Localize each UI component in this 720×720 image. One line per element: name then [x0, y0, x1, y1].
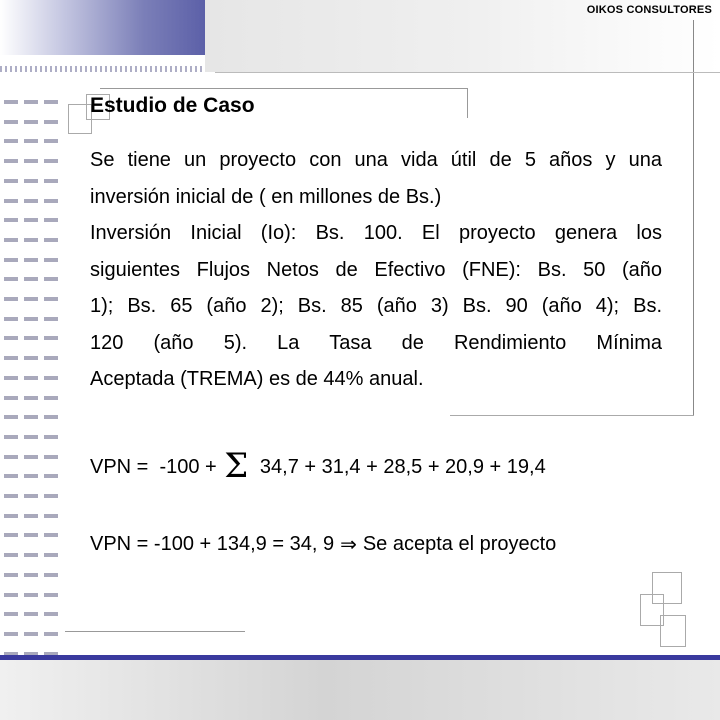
side-dash-row	[4, 199, 60, 203]
vpn-result-prefix: VPN = -100 + 134,9 = 34, 9	[90, 532, 335, 555]
content-frame-top	[100, 88, 468, 89]
company-name: OIKOS CONSULTORES	[586, 4, 712, 16]
side-dash-row	[4, 139, 60, 143]
vpn-result-conclusion: Se acepta el proyecto	[362, 532, 557, 555]
side-dash-row	[4, 100, 60, 104]
sigma-icon: Σ	[224, 446, 249, 486]
case-paragraph	[90, 142, 662, 398]
deco-square	[660, 615, 686, 647]
side-dash-row	[4, 494, 60, 498]
divider-horizontal-mid	[450, 415, 694, 416]
side-dash-row	[4, 179, 60, 183]
side-dash-row	[4, 376, 60, 380]
side-dash-row	[4, 356, 60, 360]
vpn-formula-sum	[90, 446, 546, 486]
side-dash-row	[4, 120, 60, 124]
side-dash-row	[4, 514, 60, 518]
footer-band	[0, 660, 720, 720]
vpn-sum-terms: 34,7 + 31,4 + 28,5 + 20,9 + 19,4	[254, 455, 546, 478]
side-dash-row	[4, 396, 60, 400]
side-dash-row	[4, 632, 60, 636]
side-dash-row	[4, 277, 60, 281]
divider-horizontal-low	[65, 631, 245, 632]
side-dash-row	[4, 238, 60, 242]
vpn-formula-result	[90, 530, 556, 558]
side-dash-row	[4, 218, 60, 222]
divider-vertical	[693, 20, 694, 415]
side-dash-row	[4, 553, 60, 557]
paragraph-line: inversión inicial de ( en millones de Bs.)	[90, 185, 442, 208]
paragraph-line: siguientes Flujos Netos de Efectivo (FNE): Bs. 50 (año	[90, 258, 662, 281]
dotted-strip	[0, 66, 205, 72]
side-dash-row	[4, 593, 60, 597]
side-dash-row	[4, 435, 60, 439]
paragraph-line: 120 (año 5). La Tasa de Rendimiento Mínima	[90, 331, 662, 354]
side-dash-row	[4, 415, 60, 419]
side-dash-row	[4, 533, 60, 537]
slide-content	[90, 92, 662, 398]
side-dash-row	[4, 159, 60, 163]
paragraph-line: 1); Bs. 65 (año 2); Bs. 85 (año 3) Bs. 90 (año 4); Bs.	[90, 295, 662, 317]
side-dash-row	[4, 317, 60, 321]
side-dash-row	[4, 474, 60, 478]
divider-horizontal-top	[215, 72, 720, 73]
side-dash-row	[4, 573, 60, 577]
implies-arrow-icon: ⇒	[340, 532, 357, 556]
side-dash-row	[4, 455, 60, 459]
side-dash-row	[4, 258, 60, 262]
side-dash-pattern	[0, 80, 64, 650]
paragraph-line: Se tiene un proyecto con una vida útil de 5 años y una	[90, 149, 662, 171]
paragraph-line: Inversión Inicial (Io): Bs. 100. El proyecto genera los	[90, 222, 662, 244]
corner-decoration	[0, 0, 205, 55]
slide-title: Estudio de Caso	[90, 94, 255, 117]
side-dash-row	[4, 336, 60, 340]
paragraph-line: Aceptada (TREMA) es de 44% anual.	[90, 368, 424, 390]
vpn-sum-prefix: VPN = -100 +	[90, 455, 223, 478]
side-dash-row	[4, 297, 60, 301]
side-dash-row	[4, 612, 60, 616]
